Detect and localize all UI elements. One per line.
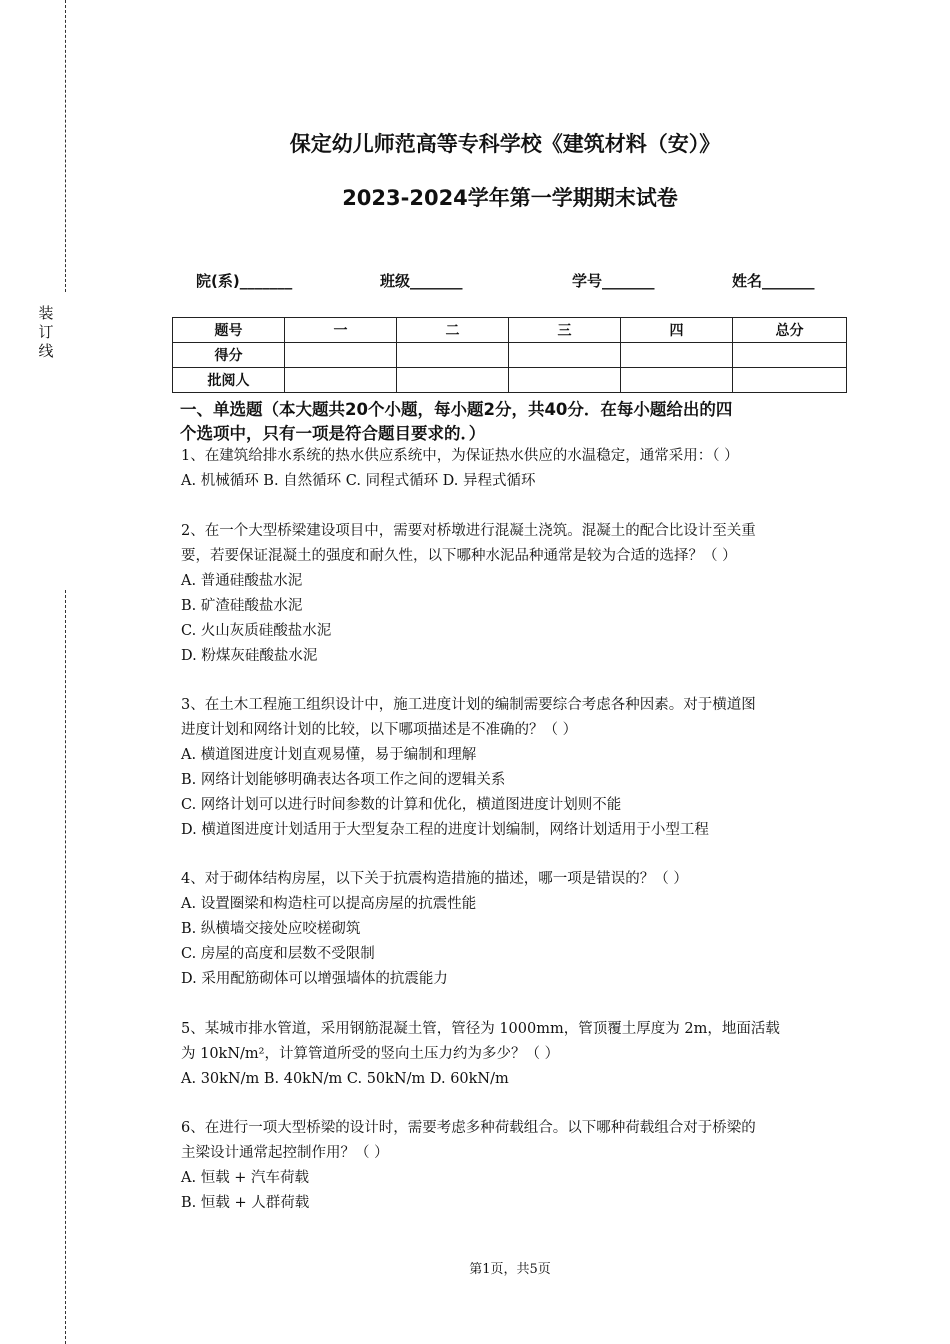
question-option: A. 普通硅酸盐水泥 <box>181 573 303 589</box>
section-heading <box>180 398 840 446</box>
question-option: D. 粉煤灰硅酸盐水泥 <box>181 648 318 664</box>
question-options: A. 30kN/m B. 40kN/m C. 50kN/m D. 60kN/m <box>181 1071 509 1087</box>
question-option: B. 纵横墙交接处应咬槎砌筑 <box>181 921 361 937</box>
question-stem: 进度计划和网络计划的比较，以下哪项描述是不准确的？（ ） <box>181 722 578 738</box>
question-stem: 6、在进行一项大型桥梁的设计时，需要考虑多种荷载组合。以下哪种荷载组合对于桥梁的 <box>181 1120 756 1136</box>
question-option: B. 恒载 + 人群荷载 <box>181 1195 310 1211</box>
score-cell <box>397 343 509 368</box>
section-heading-line: 一、单选题（本大题共20个小题，每小题2分，共40分．在每小题给出的四 <box>180 400 733 419</box>
score-cell <box>509 343 621 368</box>
section-heading-line: 个选项中，只有一项是符合题目要求的．） <box>180 424 486 443</box>
score-cell <box>285 343 397 368</box>
binding-label: 装订线 <box>38 304 54 360</box>
table-header-cell: 总分 <box>733 318 847 343</box>
score-cell <box>733 343 847 368</box>
table-header-cell: 一 <box>285 318 397 343</box>
department-field: 院(系)_______ <box>196 272 293 290</box>
question-option: A. 设置圈梁和构造柱可以提高房屋的抗震性能 <box>181 896 477 912</box>
question-stem: 2、在一个大型桥梁建设项目中，需要对桥墩进行混凝土浇筑。混凝土的配合比设计至关重 <box>181 523 756 539</box>
grader-cell <box>285 368 397 393</box>
score-row <box>173 343 847 368</box>
table-header-cell: 二 <box>397 318 509 343</box>
class-field: 班级_______ <box>380 272 463 290</box>
question-stem: 5、某城市排水管道，采用钢筋混凝土管，管径为 1000mm，管顶覆土厚度为 2m，地面活载 <box>181 1021 780 1037</box>
grader-row <box>173 368 847 393</box>
table-header-cell: 四 <box>621 318 733 343</box>
score-table <box>172 317 847 393</box>
question-stem: 要，若要保证混凝土的强度和耐久性，以下哪种水泥品种通常是较为合适的选择？（ ） <box>181 548 737 564</box>
question-options: A. 机械循环 B. 自然循环 C. 同程式循环 D. 异程式循环 <box>181 473 536 489</box>
page-footer: 第1页，共5页 <box>469 1262 551 1277</box>
question-option: C. 网络计划可以进行时间参数的计算和优化，横道图进度计划则不能 <box>181 797 622 813</box>
exam-subtitle: 2023-2024学年第一学期期末试卷 <box>342 186 678 210</box>
grader-cell <box>621 368 733 393</box>
question-stem: 为 10kN/m²，计算管道所受的竖向土压力约为多少？（ ） <box>181 1046 560 1062</box>
student-id-field: 学号_______ <box>572 272 655 290</box>
score-table-header-row <box>173 318 847 343</box>
question-option: C. 火山灰质硅酸盐水泥 <box>181 623 332 639</box>
row-label: 批阅人 <box>173 368 285 393</box>
question-option: B. 矿渣硅酸盐水泥 <box>181 598 303 614</box>
binding-line <box>65 590 66 1344</box>
name-field: 姓名_______ <box>732 272 815 290</box>
question-option: A. 恒载 + 汽车荷载 <box>181 1170 310 1186</box>
question-stem: 1、在建筑给排水系统的热水供应系统中，为保证热水供应的水温稳定，通常采用：（ ） <box>181 448 739 464</box>
question-option: D. 横道图进度计划适用于大型复杂工程的进度计划编制，网络计划适用于小型工程 <box>181 822 709 838</box>
question-stem: 3、在土木工程施工组织设计中，施工进度计划的编制需要综合考虑各种因素。对于横道图 <box>181 697 756 713</box>
question-stem: 4、对于砌体结构房屋，以下关于抗震构造措施的描述，哪一项是错误的？（ ） <box>181 871 688 887</box>
row-label: 得分 <box>173 343 285 368</box>
score-cell <box>621 343 733 368</box>
question-option: A. 横道图进度计划直观易懂，易于编制和理解 <box>181 747 477 763</box>
question-option: D. 采用配筋砌体可以增强墙体的抗震能力 <box>181 971 448 987</box>
question-stem: 主梁设计通常起控制作用？（ ） <box>181 1145 389 1161</box>
grader-cell <box>733 368 847 393</box>
question-option: B. 网络计划能够明确表达各项工作之间的逻辑关系 <box>181 772 506 788</box>
grader-cell <box>397 368 509 393</box>
exam-title: 保定幼儿师范高等专科学校《建筑材料（安）》 <box>289 132 721 156</box>
table-header-cell: 题号 <box>173 318 285 343</box>
question-option: C. 房屋的高度和层数不受限制 <box>181 946 375 962</box>
grader-cell <box>509 368 621 393</box>
table-header-cell: 三 <box>509 318 621 343</box>
